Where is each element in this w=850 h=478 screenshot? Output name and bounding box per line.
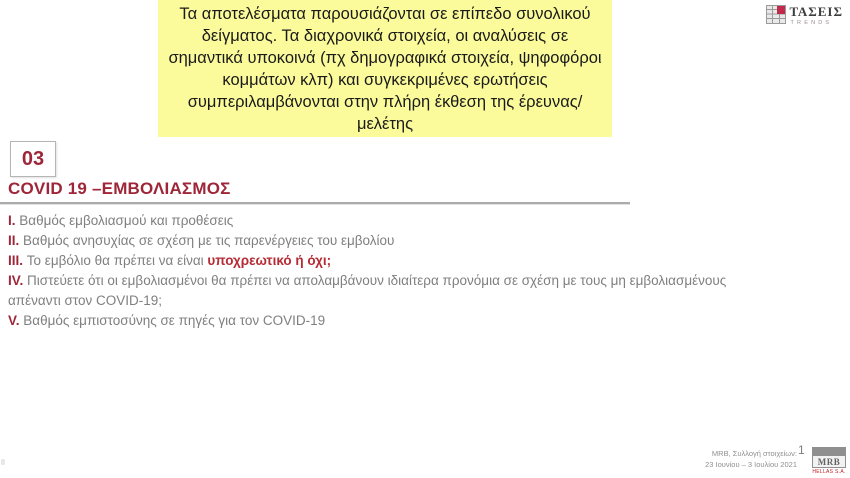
brand-name: ΤΑΣΕΙΣ [789, 4, 843, 19]
question-list [8, 211, 732, 331]
question-text: Πιστεύετε ότι οι εμβολιασμένοι θα πρέπει να απολαμβάνουν ιδιαίτερα προνόμια σε σχέση με τους μη εμβολιασμένους απέναντι στον COVID-19; [8, 273, 727, 308]
question-text: Βαθμός εμβολιασμού και προθέσεις [19, 213, 234, 228]
question-text: Το εμβόλιο θα πρέπει να είναι [26, 253, 208, 268]
question-item-3 [8, 251, 732, 271]
intro-note-text: Τα αποτελέσματα παρουσιάζονται σε επίπεδο συνολικού δείγματος. Τα διαχρονικά στοιχεία, οι αναλύσεις σε σημαντικά υποκοινά (πχ δημογραφικά στοιχεία, ψηφοφόροι κομμάτων κλπ) και συγκεκριμένες ερωτήσεις συμπεριλαμβάνονται στην πλήρη έκθεση της έρευνας/μελέτης [168, 4, 602, 133]
mrb-logo-subtext: HELLAS S.A. [812, 469, 846, 475]
footer-source-line2: 23 Ιουνίου – 3 Ιουλίου 2021 [705, 460, 797, 469]
section-title: COVID 19 –ΕΜΒΟΛΙΑΣΜΟΣ [8, 179, 231, 198]
intro-note [158, 0, 612, 137]
question-item-4 [8, 271, 732, 311]
question-item-1 [8, 211, 732, 231]
brand-subtitle: TRENDS [790, 20, 833, 26]
mrb-logo-text: MRB [812, 456, 846, 468]
question-numeral: IV. [8, 273, 24, 288]
footer-source-line1: MRB, Συλλογή στοιχείων: [711, 449, 797, 458]
corner-artifact [1, 459, 5, 465]
footer-source-note [705, 448, 797, 470]
page-number: 1 [798, 443, 805, 457]
question-numeral: II. [8, 233, 20, 248]
section-number: 03 [21, 147, 45, 170]
taseis-logo [766, 5, 843, 29]
taseis-grid-icon [766, 5, 786, 29]
brand-text [789, 5, 843, 26]
question-text: Βαθμός ανησυχίας σε σχέση με τις παρενέργειες του εμβολίου [23, 233, 395, 248]
question-item-2 [8, 231, 732, 251]
question-item-5 [8, 311, 732, 331]
question-text: Βαθμός εμπιστοσύνης σε πηγές για τον COVID-19 [23, 313, 326, 328]
mrb-logo [812, 447, 846, 475]
question-numeral: V. [8, 313, 20, 328]
section-number-box [10, 141, 56, 177]
question-numeral: III. [8, 253, 24, 268]
question-numeral: I. [8, 213, 16, 228]
question-highlight-text: υποχρεωτικό ή όχι; [207, 253, 332, 268]
mrb-logo-bar [812, 447, 846, 456]
title-divider [0, 202, 630, 205]
